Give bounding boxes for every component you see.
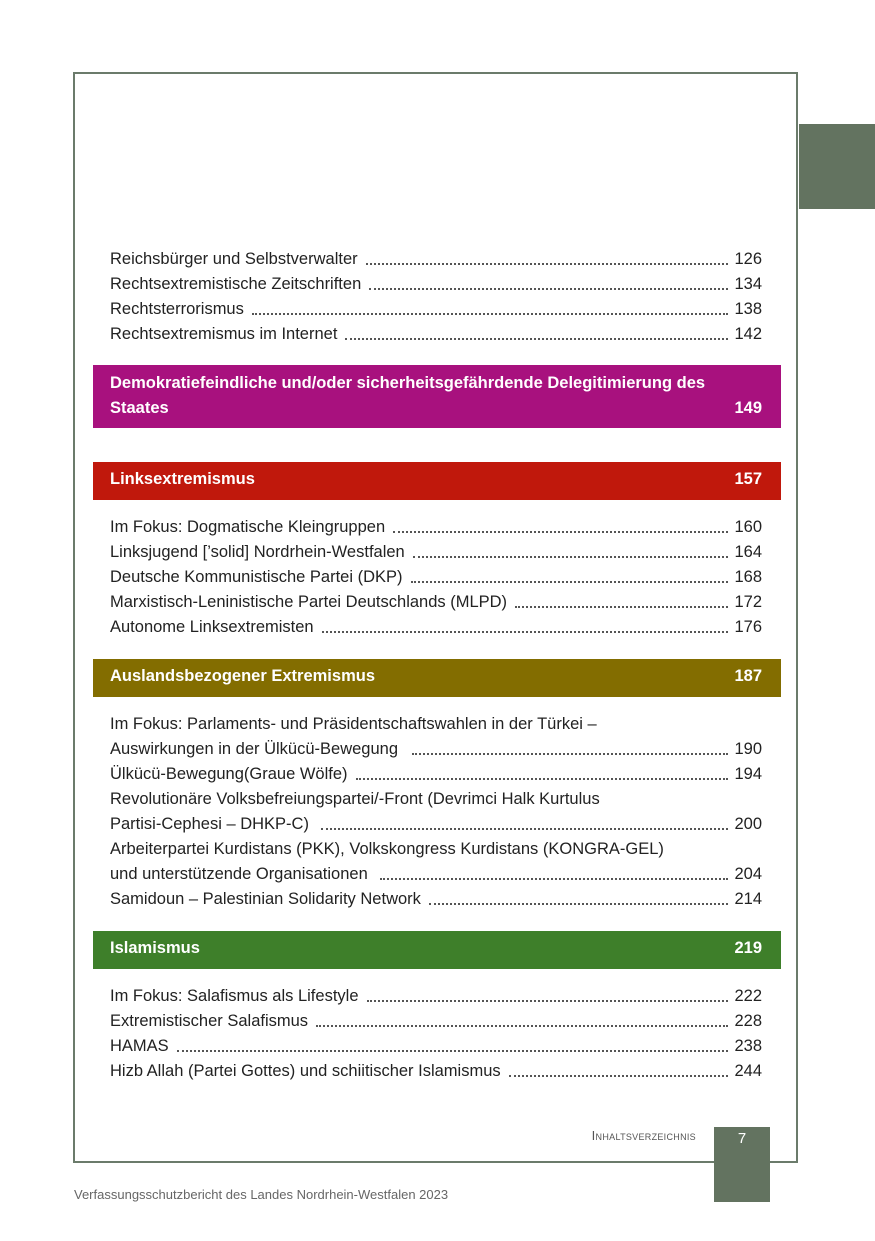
page-number: 7 — [737, 1130, 747, 1147]
leader-dots — [321, 828, 729, 830]
section-header-delegitimierung[interactable] — [93, 365, 781, 428]
toc-entry[interactable] — [93, 887, 781, 912]
toc-entry-page: 200 — [734, 815, 762, 833]
toc-entry-title: Arbeiterpartei Kurdistans (PKK), Volkskongress Kurdistans (KONGRA-GEL) — [110, 840, 664, 858]
toc-entry-title: Samidoun – Palestinian Solidarity Network — [110, 890, 421, 908]
leader-dots — [177, 1050, 729, 1052]
leader-dots — [322, 631, 729, 633]
section-page: 219 — [734, 939, 762, 957]
toc-entry-title: Im Fokus: Salafismus als Lifestyle — [110, 987, 359, 1005]
leader-dots — [413, 556, 729, 558]
toc-entry[interactable] — [93, 615, 781, 640]
toc-entry-line1 — [93, 837, 781, 862]
toc-entry[interactable] — [93, 565, 781, 590]
leader-dots — [252, 313, 729, 315]
leader-dots — [356, 778, 729, 780]
toc-entry-page: 176 — [734, 618, 762, 636]
leader-dots — [412, 753, 728, 755]
toc-entry[interactable] — [93, 540, 781, 565]
toc-entry-title: Deutsche Kommunistische Partei (DKP) — [110, 568, 403, 586]
toc-entry-page: 204 — [734, 865, 762, 883]
toc-group-linksextremismus — [93, 515, 781, 640]
toc-entry[interactable] — [93, 737, 781, 762]
toc-entry-page: 126 — [734, 250, 762, 268]
leader-dots — [366, 263, 729, 265]
toc-entry-title: Reichsbürger und Selbstverwalter — [110, 250, 358, 268]
section-page: 187 — [734, 667, 762, 685]
toc-entry-title: Im Fokus: Dogmatische Kleingruppen — [110, 518, 386, 536]
leader-dots — [429, 903, 729, 905]
toc-entry-page: 138 — [734, 300, 762, 318]
toc-entry-title: Im Fokus: Parlaments- und Präsidentschaftswahlen in der Türkei – — [110, 715, 597, 733]
toc-entry-title: HAMAS — [110, 1037, 169, 1055]
toc-entry-page: 214 — [734, 890, 762, 908]
leader-dots — [367, 1000, 729, 1002]
toc-entry[interactable] — [93, 762, 781, 787]
leader-dots — [316, 1025, 728, 1027]
toc-entry[interactable] — [93, 1034, 781, 1059]
toc-entry[interactable] — [93, 1009, 781, 1034]
toc-entry-title: Rechtsterrorismus — [110, 300, 244, 318]
toc-entry[interactable] — [93, 322, 781, 347]
toc-entry-title: Revolutionäre Volksbefreiungspartei/-Front (Devrimci Halk Kurtulus — [110, 790, 600, 808]
leader-dots — [515, 606, 728, 608]
toc-entry-page: 244 — [734, 1062, 762, 1080]
toc-entry[interactable] — [93, 984, 781, 1009]
section-page: 157 — [734, 470, 762, 488]
toc-entry-line1 — [93, 712, 781, 737]
toc-entry[interactable] — [93, 862, 781, 887]
toc-entry-page: 134 — [734, 275, 762, 293]
toc-entry-title: Rechtsextremismus im Internet — [110, 325, 338, 343]
toc-entry-title: und unterstützende Organisationen — [110, 865, 368, 883]
toc-entry-title: Partisi-Cephesi – DHKP-C) — [110, 815, 309, 833]
toc-entry-title: Rechtsextremistische Zeitschriften — [110, 275, 362, 293]
section-title — [110, 371, 714, 421]
toc-entry[interactable] — [93, 515, 781, 540]
section-header-auslandsbezogener-extremismus[interactable] — [93, 659, 781, 697]
toc-entry-line1 — [93, 787, 781, 812]
toc-entry-title: Ülkücü-Bewegung(Graue Wölfe) — [110, 765, 348, 783]
toc-entry-title: Autonome Linksextremisten — [110, 618, 314, 636]
section-title-line1: Demokratiefeindliche und/oder sicherheitsgefährdende Delegitimierung des — [110, 374, 706, 392]
toc-entry[interactable] — [93, 1059, 781, 1084]
leader-dots — [411, 581, 729, 583]
leader-dots — [369, 288, 728, 290]
leader-dots — [393, 531, 728, 533]
toc-entry-title: Extremistischer Salafismus — [110, 1012, 309, 1030]
toc-entry-page: 168 — [734, 568, 762, 586]
toc-group-rechtsextremismus — [93, 247, 781, 347]
toc-entry-page: 222 — [734, 987, 762, 1005]
section-header-linksextremismus[interactable] — [93, 462, 781, 500]
section-title: Linksextremismus — [110, 470, 255, 488]
toc-entry-title: Hizb Allah (Partei Gottes) und schiitischer Islamismus — [110, 1062, 501, 1080]
toc-group-auslandsbezogener-extremismus — [93, 712, 781, 912]
toc-entry-page: 228 — [734, 1012, 762, 1030]
toc-entry-title: Linksjugend [’solid] Nordrhein-Westfalen — [110, 543, 405, 561]
leader-dots — [345, 338, 728, 340]
section-header-islamismus[interactable] — [93, 931, 781, 969]
leader-dots — [380, 878, 729, 880]
toc-entry-page: 172 — [734, 593, 762, 611]
toc-entry[interactable] — [93, 297, 781, 322]
toc-entry-page: 160 — [734, 518, 762, 536]
publication-title: Verfassungsschutzbericht des Landes Nordrhein-Westfalen 2023 — [74, 1187, 449, 1202]
toc-entry-title: Auswirkungen in der Ülkücü-Bewegung — [110, 740, 398, 758]
toc-entry-page: 238 — [734, 1037, 762, 1055]
toc-entry-page: 164 — [734, 543, 762, 561]
toc-entry[interactable] — [93, 272, 781, 297]
toc-entry[interactable] — [93, 247, 781, 272]
toc-entry[interactable] — [93, 590, 781, 615]
section-title-line2: Staates — [110, 399, 169, 417]
footer-section-label: Inhaltsverzeichnis — [591, 1128, 696, 1143]
side-tab-marker — [799, 124, 875, 209]
toc-entry-page: 142 — [734, 325, 762, 343]
section-page: 149 — [734, 399, 762, 417]
toc-entry-page: 190 — [734, 740, 762, 758]
toc-entry-page: 194 — [734, 765, 762, 783]
toc-group-islamismus — [93, 984, 781, 1084]
section-title: Islamismus — [110, 939, 200, 957]
toc-entry[interactable] — [93, 812, 781, 837]
section-title: Auslandsbezogener Extremismus — [110, 667, 375, 685]
table-of-contents — [93, 247, 781, 1084]
leader-dots — [509, 1075, 729, 1077]
toc-entry-title: Marxistisch-Leninistische Partei Deutschlands (MLPD) — [110, 593, 508, 611]
